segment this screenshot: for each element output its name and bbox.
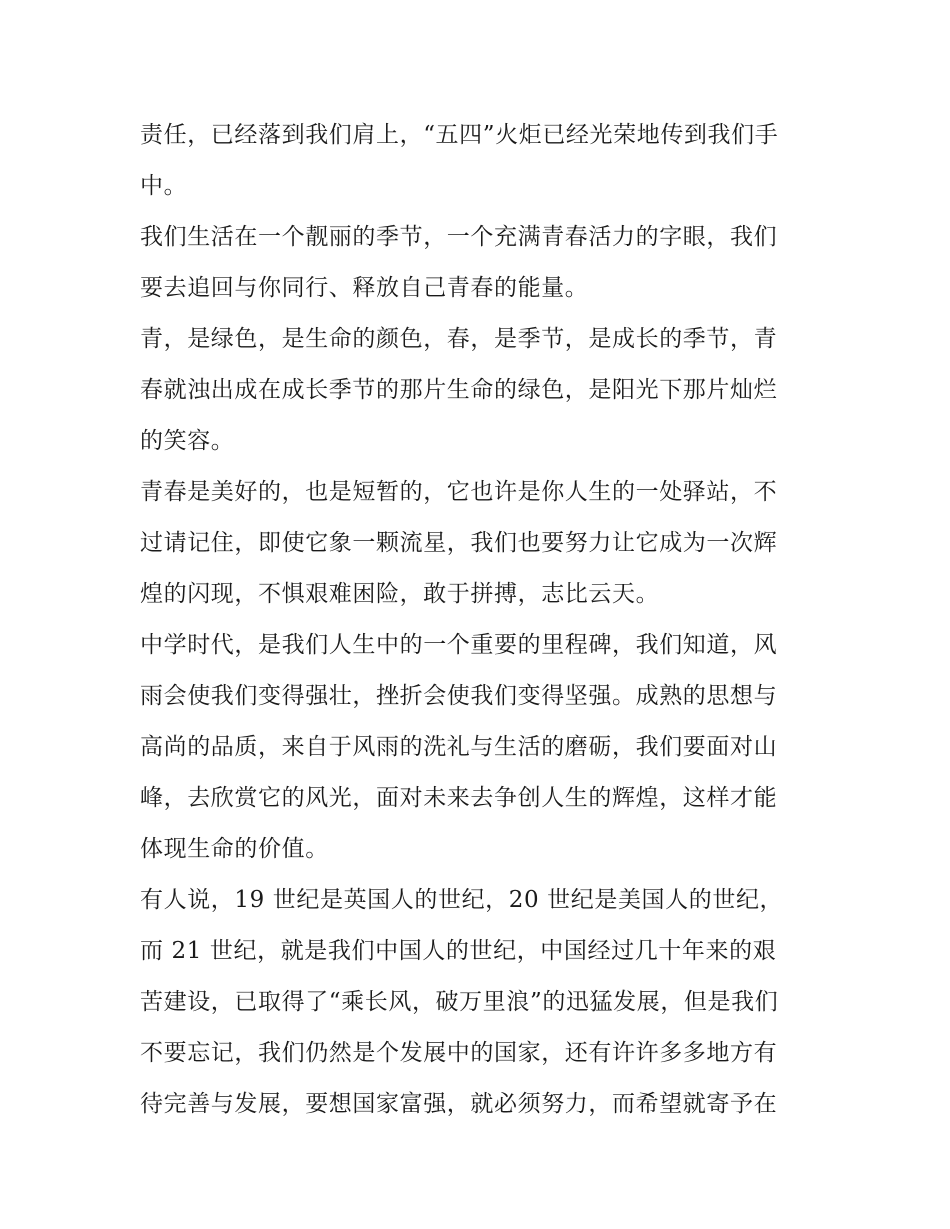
text-line: 峰，去欣赏它的风光，面对未来去争创人生的辉煌，这样才能: [140, 785, 778, 811]
text-line: 的笑容。: [140, 428, 235, 454]
text-line: 苦建设，已取得了“乘长风，破万里浪”的迅猛发展，但是我们: [140, 989, 779, 1015]
text-line: 责任，已经落到我们肩上，“五四”火炬已经光荣地传到我们手: [140, 122, 779, 148]
text-line: 中学时代，是我们人生中的一个重要的里程碑，我们知道，风: [140, 632, 778, 658]
text-line: 我们生活在一个靓丽的季节，一个充满青春活力的字眼，我们: [140, 224, 778, 250]
text-line: 青春是美好的，也是短暂的，它也许是你人生的一处驿站，不: [140, 479, 778, 505]
text-line: 而 21 世纪，就是我们中国人的世纪，中国经过几十年来的艰: [140, 938, 777, 964]
text-line: 青，是绿色，是生命的颜色，春，是季节，是成长的季节，青: [140, 326, 778, 352]
text-line: 煌的闪现，不惧艰难困险，敢于拼搏，志比云天。: [140, 581, 660, 607]
text-line: 雨会使我们变得强壮，挫折会使我们变得坚强。成熟的思想与: [140, 683, 778, 709]
text-line: 中。: [140, 173, 188, 199]
text-line: 高尚的品质，来自于风雨的洗礼与生活的磨砺，我们要面对山: [140, 734, 778, 760]
text-line: 过请记住，即使它象一颗流星，我们也要努力让它成为一次辉: [140, 530, 778, 556]
text-line: 春就浊出成在成长季节的那片生命的绿色，是阳光下那片灿烂: [140, 377, 778, 403]
text-line: 有人说，19 世纪是英国人的世纪，20 世纪是美国人的世纪，: [140, 887, 784, 913]
text-line: 待完善与发展，要想国家富强，就必须努力，而希望就寄予在: [140, 1091, 778, 1117]
body-text: [140, 110, 820, 1130]
text-line: 不要忘记，我们仍然是个发展中的国家，还有许许多多地方有: [140, 1040, 778, 1066]
text-line: 要去追回与你同行、释放自己青春的能量。: [140, 275, 589, 301]
text-line: 体现生命的价值。: [140, 836, 329, 862]
